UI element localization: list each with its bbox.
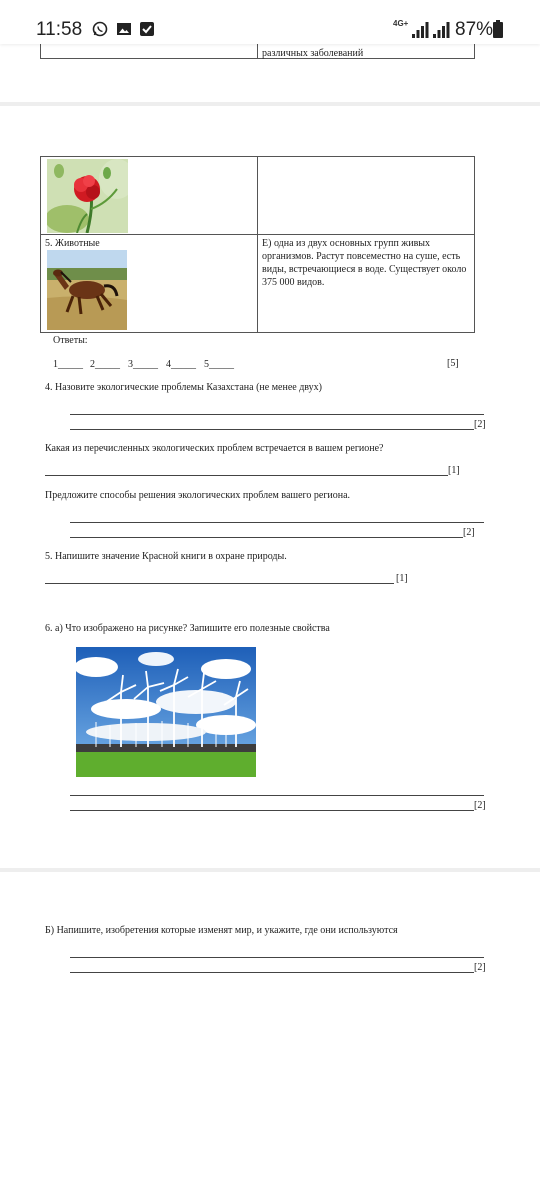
question-6b-text: Б) Напишите, изобретения которые изменят мир, и укажите, где они используются <box>45 925 398 936</box>
flower-image <box>47 159 128 233</box>
answer-slot-1[interactable]: 1_____ <box>53 359 83 370</box>
answers-mark: [5] <box>447 358 459 369</box>
status-bar <box>0 0 540 44</box>
question-5-mark: [1] <box>396 573 408 584</box>
top-table-text: различных заболеваний <box>262 48 364 59</box>
checkbox-icon <box>139 21 155 37</box>
page-separator <box>0 868 540 872</box>
answers-label: Ответы: <box>53 335 88 346</box>
table-answer-animals: Е) одна из двух основных групп живых организмов. Растут повсеместно на суше, есть виды, встречающиеся в воде. Существует около 375 000 видов. <box>262 238 467 288</box>
answer-line[interactable] <box>70 810 474 811</box>
question-6-mark: [2] <box>474 800 486 811</box>
question-4-sub1-mark: [1] <box>448 465 460 476</box>
battery-icon <box>493 22 503 38</box>
answer-slot-2[interactable]: 2_____ <box>90 359 120 370</box>
question-5-text: 5. Напишите значение Красной книги в охране природы. <box>45 551 287 562</box>
answer-line[interactable] <box>70 957 484 958</box>
question-4-mark: [2] <box>474 419 486 430</box>
battery-level: 87% <box>455 19 494 40</box>
answer-slot-3[interactable]: 3_____ <box>128 359 158 370</box>
question-4-text: 4. Назовите экологические проблемы Казахстана (не менее двух) <box>45 382 323 393</box>
answer-line[interactable] <box>70 537 463 538</box>
answer-line[interactable] <box>70 429 474 430</box>
answer-line[interactable] <box>70 522 484 523</box>
table-cell-plant-right <box>257 156 475 235</box>
whatsapp-icon <box>92 21 108 37</box>
page-separator <box>0 102 540 106</box>
answer-line[interactable] <box>45 475 448 476</box>
question-6-text: 6. а) Что изображено на рисунке? Запишите его полезные свойства <box>45 623 330 634</box>
signal-icon <box>412 22 429 38</box>
wind-turbines-image <box>76 647 256 777</box>
question-4-sub2: Предложите способы решения экологических проблем вашего региона. <box>45 490 351 501</box>
answer-line[interactable] <box>70 972 474 973</box>
answer-line[interactable] <box>45 583 394 584</box>
question-6b-mark: [2] <box>474 962 486 973</box>
answer-slot-5[interactable]: 5_____ <box>204 359 234 370</box>
table-label-animals: 5. Животные <box>45 238 100 249</box>
question-4-sub2-mark: [2] <box>463 527 475 538</box>
answer-slot-4[interactable]: 4_____ <box>166 359 196 370</box>
gallery-icon <box>116 21 132 37</box>
status-time: 11:58 <box>36 19 83 40</box>
answer-line[interactable] <box>70 795 484 796</box>
signal-icon-2 <box>433 22 450 38</box>
horse-image <box>47 250 127 330</box>
network-type: 4G+ <box>393 19 409 28</box>
answer-line[interactable] <box>70 414 484 415</box>
question-4-sub1: Какая из перечисленных экологических проблем встречается в вашем регионе? <box>45 443 384 454</box>
